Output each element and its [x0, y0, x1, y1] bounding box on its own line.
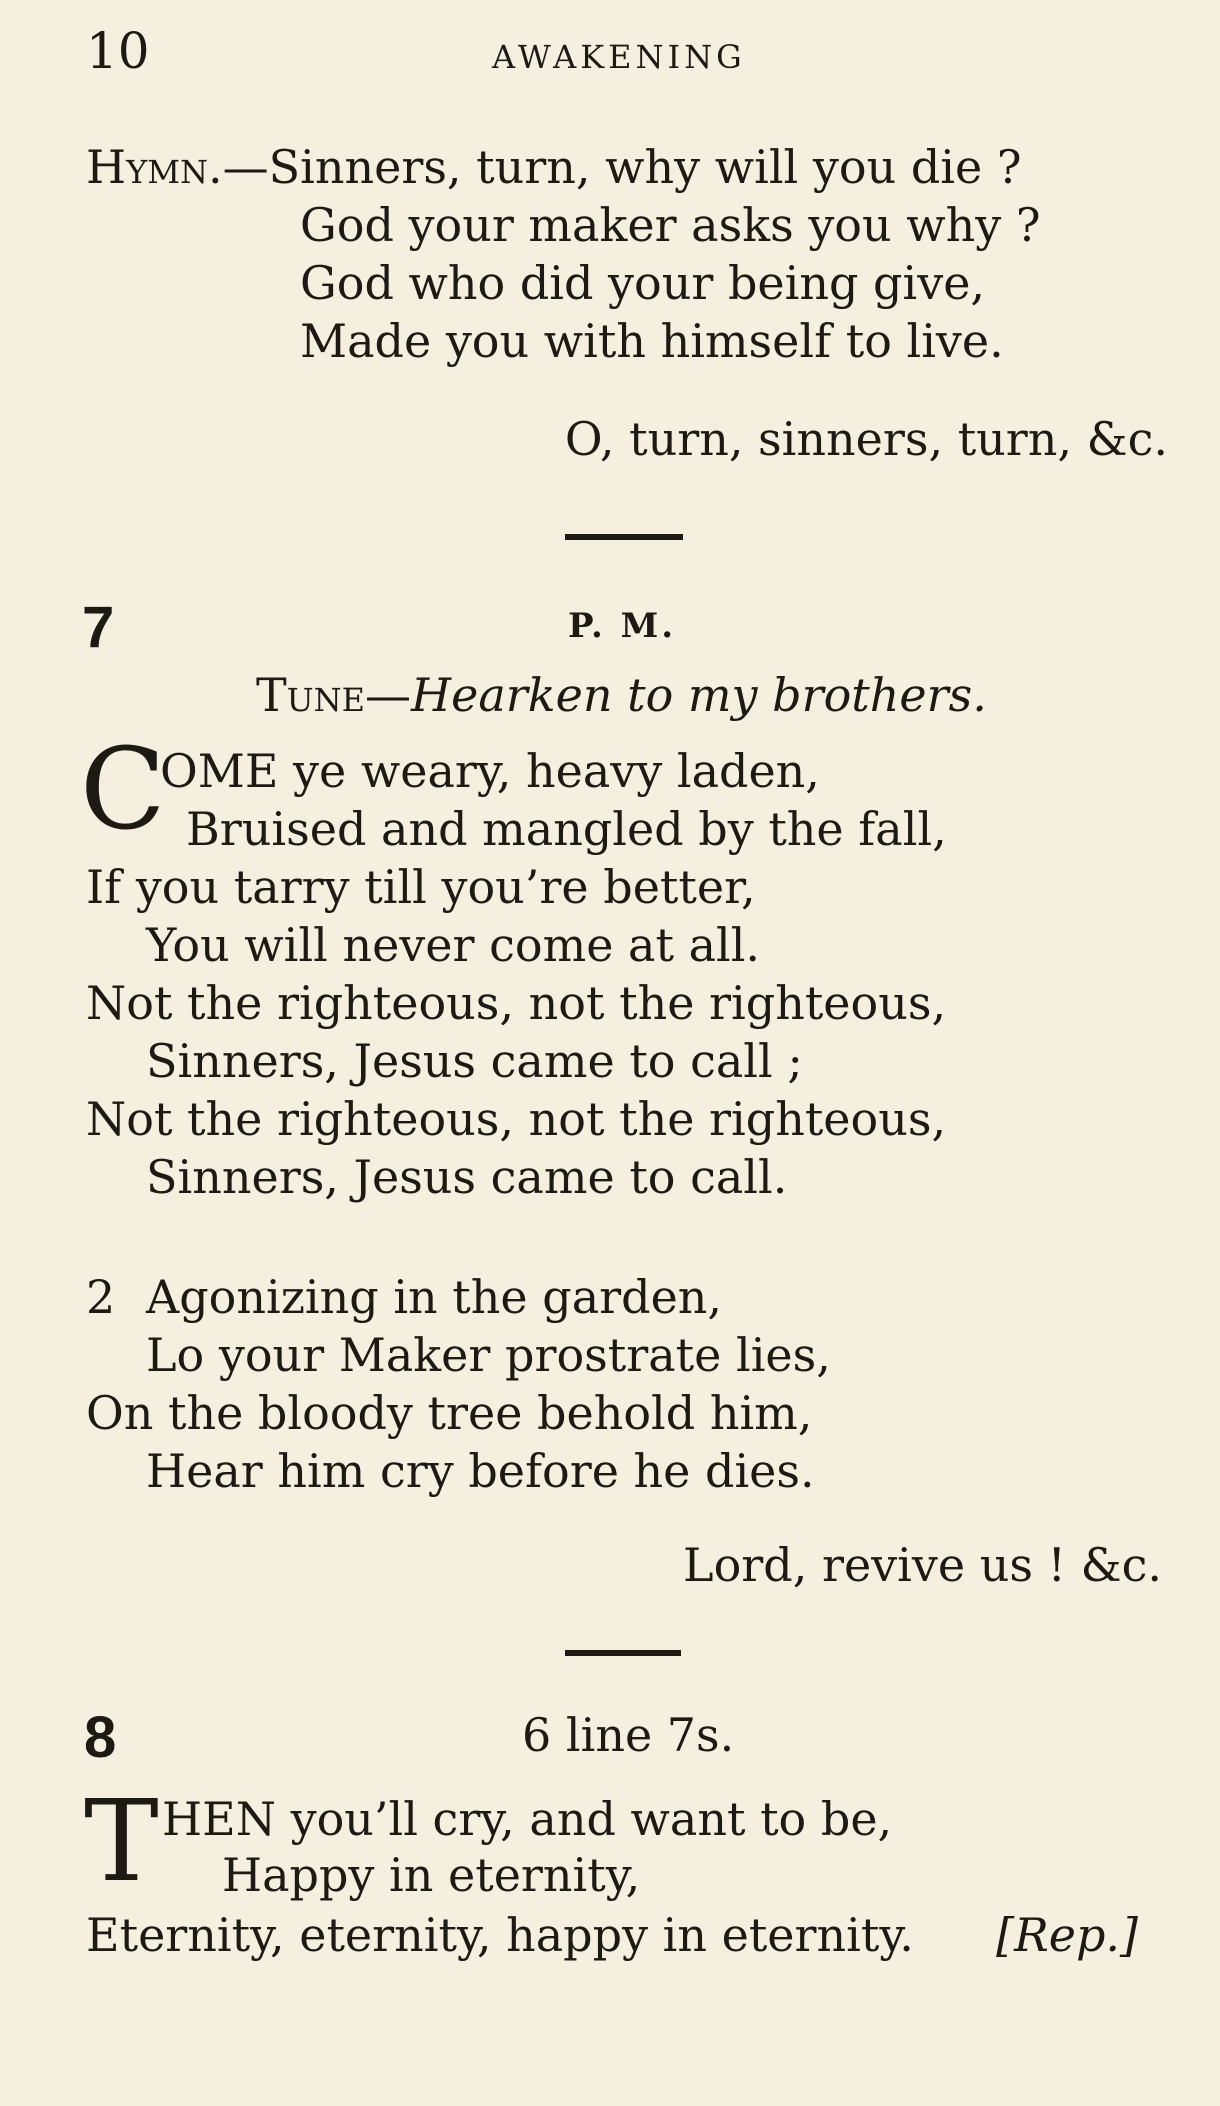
- hymn8-meter: 6 line 7s.: [522, 1708, 735, 1762]
- stanza-number-2: 2: [86, 1270, 116, 1324]
- tune-label: Tune: [256, 668, 366, 722]
- stanza2-line-2: Lo your Maker prostrate lies,: [146, 1328, 831, 1382]
- hymn7-tune: Tune—Hearken to my brothers.: [256, 668, 987, 722]
- hymn8-line-1: [162, 1790, 892, 1848]
- hymn7-meter: P. M.: [568, 606, 677, 646]
- hymn-prev-first-line: [86, 138, 1022, 196]
- hymn-prev-line-2: God your maker asks you why ?: [300, 198, 1041, 252]
- stanza2-line-1: Agonizing in the garden,: [146, 1270, 723, 1324]
- hymn7-line-4: You will never come at all.: [146, 918, 761, 972]
- tune-name: Hearken to my brothers.: [411, 668, 987, 722]
- running-title: AWAKENING: [492, 38, 746, 76]
- hymn7-line-1: [160, 742, 820, 800]
- dropcap-t: T: [84, 1777, 159, 1907]
- dropcap-c: C: [80, 725, 166, 855]
- page-number: 10: [86, 22, 150, 80]
- stanza2-line-4: Hear him cry before he dies.: [146, 1444, 815, 1498]
- hymn-prev-line-4: Made you with himself to live.: [300, 314, 1004, 368]
- hymn-prev-line-3: God who did your being give,: [300, 256, 986, 310]
- hymn8-line-2: Happy in eternity,: [222, 1848, 641, 1902]
- first-word-rest: HEN: [162, 1792, 276, 1846]
- stanza2-line-3: On the bloody tree behold him,: [86, 1386, 813, 1440]
- hymn7-refrain: Lord, revive us ! &c.: [683, 1538, 1162, 1592]
- hymn7-line-2: Bruised and mangled by the fall,: [186, 802, 947, 856]
- hymn-prev-refrain: O, turn, sinners, turn, &c.: [564, 412, 1168, 466]
- hymn7-line-6: Sinners, Jesus came to call ;: [146, 1034, 803, 1088]
- hymn-number-7: 7: [82, 595, 115, 660]
- hymn7-line-1-text: ye weary, heavy laden,: [278, 744, 820, 798]
- hymn7-line-8: Sinners, Jesus came to call.: [146, 1150, 788, 1204]
- hymn7-line-7: Not the righteous, not the righteous,: [86, 1092, 947, 1146]
- hymn-prev-line-1: —Sinners, turn, why will you die ?: [222, 140, 1022, 194]
- repeat-marker: [Rep.]: [996, 1908, 1138, 1962]
- first-word-rest: OME: [160, 744, 279, 798]
- hymn8-line-3: Eternity, eternity, happy in eternity.: [86, 1908, 914, 1962]
- hymn-label: Hymn.: [86, 140, 223, 194]
- hymn7-line-5: Not the righteous, not the righteous,: [86, 976, 947, 1030]
- hymn7-line-3: If you tarry till you’re better,: [86, 860, 756, 914]
- hymn8-line-1-text: you’ll cry, and want to be,: [275, 1792, 893, 1846]
- section-divider-2: [565, 1650, 681, 1656]
- hymn-number-8: 8: [84, 1705, 117, 1770]
- section-divider: [565, 534, 683, 540]
